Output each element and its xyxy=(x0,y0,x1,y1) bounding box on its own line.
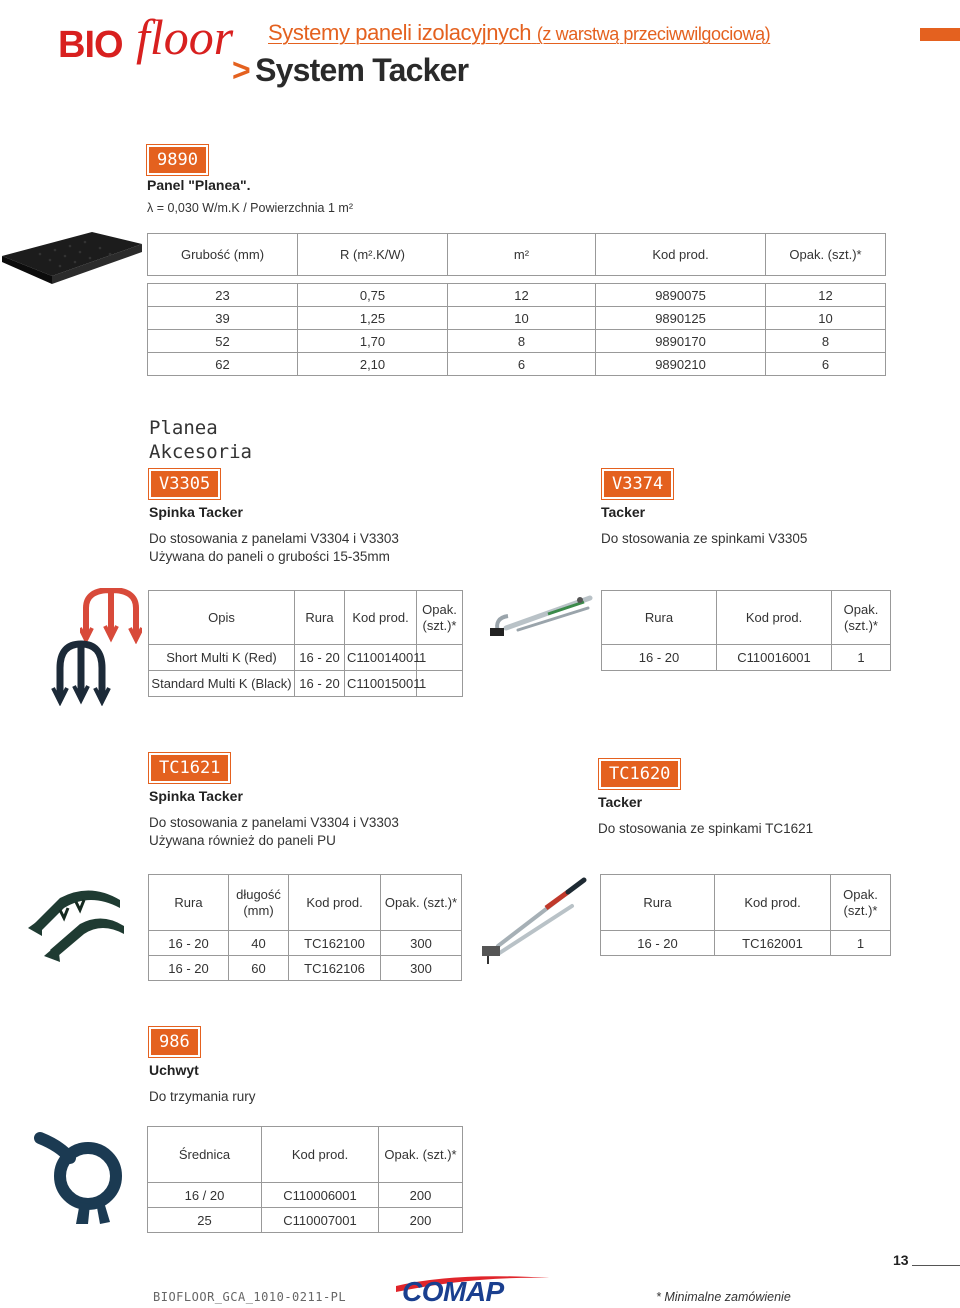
table-cell: 16 - 20 xyxy=(295,671,345,697)
table-cell: 9890210 xyxy=(596,353,766,376)
table-cell: 10 xyxy=(766,307,886,330)
col-header: m² xyxy=(448,234,596,276)
footer-doc-code: BIOFLOOR_GCA_1010-0211-PL xyxy=(153,1290,347,1304)
table-cell: 0,75 xyxy=(298,284,448,307)
table-cell: C110016001 xyxy=(717,645,832,671)
table-row xyxy=(148,1208,463,1233)
col-header: Kod prod. xyxy=(289,875,381,931)
table-row xyxy=(149,671,463,697)
col-header: Opak. (szt.)* xyxy=(379,1127,463,1183)
table-cell: 12 xyxy=(448,284,596,307)
table-row xyxy=(601,931,891,956)
code-badge-v3305: V3305 xyxy=(151,471,218,497)
col-header: Opak. (szt.)* xyxy=(417,591,463,645)
table-v3305 xyxy=(148,590,463,697)
table-row xyxy=(149,956,462,981)
table-cell: Short Multi K (Red) xyxy=(149,645,295,671)
table-cell: Standard Multi K (Black) xyxy=(149,671,295,697)
logo-floor-text: floor xyxy=(136,9,234,65)
code-badge-v3374: V3374 xyxy=(604,471,671,497)
product-name-9890: Panel "Planea". xyxy=(147,177,251,193)
red-clip-image xyxy=(80,588,142,644)
table-cell: 9890075 xyxy=(596,284,766,307)
table-cell: 16 / 20 xyxy=(148,1183,262,1208)
table-cell: 8 xyxy=(766,330,886,353)
orange-corner-tab xyxy=(920,28,960,41)
table-cell: 1 xyxy=(417,671,463,697)
table-row xyxy=(148,284,886,307)
code-badge-9890: 9890 xyxy=(149,147,206,173)
subtitle-main: Systemy paneli izolacyjnych xyxy=(268,20,532,45)
table-v3374 xyxy=(601,590,891,671)
table-cell: 300 xyxy=(381,956,462,981)
table-row xyxy=(148,307,886,330)
table-cell: 16 - 20 xyxy=(295,645,345,671)
table-cell: 52 xyxy=(148,330,298,353)
table-cell: 16 - 20 xyxy=(602,645,717,671)
accessories-line2: Akcesoria xyxy=(149,441,252,463)
col-header: Opis xyxy=(149,591,295,645)
product-desc-tc1620: Do stosowania ze spinkami TC1621 xyxy=(598,821,814,836)
product-name-v3305: Spinka Tacker xyxy=(149,504,243,520)
table-cell: TC162106 xyxy=(289,956,381,981)
table-cell: 60 xyxy=(229,956,289,981)
table-cell: 25 xyxy=(148,1208,262,1233)
table-tc1620 xyxy=(600,874,891,956)
accessories-line1: Planea xyxy=(149,417,218,439)
product-name-tc1620: Tacker xyxy=(598,794,643,810)
tacker-tool-image xyxy=(488,588,598,644)
col-header: Średnica xyxy=(148,1127,262,1183)
table-cell: 8 xyxy=(448,330,596,353)
footer-min-order-note: * Minimalne zamówienie xyxy=(656,1290,791,1304)
table-row xyxy=(148,353,886,376)
col-header: Rura xyxy=(601,875,715,931)
table-cell: 16 - 20 xyxy=(149,931,229,956)
page-number-rule xyxy=(912,1265,960,1266)
table-cell: C110014001 xyxy=(345,645,417,671)
black-clip-image xyxy=(50,640,112,706)
table-row xyxy=(148,1183,463,1208)
product-name-tc1621: Spinka Tacker xyxy=(149,788,243,804)
table-cell: C110006001 xyxy=(262,1183,379,1208)
table-row xyxy=(602,645,891,671)
col-header: Opak. (szt.)* xyxy=(832,591,891,645)
table-cell: 1 xyxy=(417,645,463,671)
table-cell: 9890170 xyxy=(596,330,766,353)
product-desc-tc1621-2: Używana również do paneli PU xyxy=(149,833,336,848)
table-cell: 1 xyxy=(832,645,891,671)
table-9890 xyxy=(147,233,886,376)
header-subtitle xyxy=(268,20,770,46)
page-title xyxy=(232,52,468,89)
col-header: Opak. (szt.)* xyxy=(766,234,886,276)
table-cell: 23 xyxy=(148,284,298,307)
table-cell: C110015001 xyxy=(345,671,417,697)
product-desc-v3305-1: Do stosowania z panelami V3304 i V3303 xyxy=(149,531,399,546)
table-cell: 16 - 20 xyxy=(601,931,715,956)
tacker-staple-image xyxy=(20,878,130,968)
table-986 xyxy=(147,1126,463,1233)
comap-logo-text: COMAP xyxy=(402,1276,504,1307)
page-number: 13 xyxy=(893,1252,909,1268)
table-cell: 200 xyxy=(379,1183,463,1208)
product-name-v3374: Tacker xyxy=(601,504,646,520)
table-cell: 6 xyxy=(766,353,886,376)
table-cell: 6 xyxy=(448,353,596,376)
table-tc1621 xyxy=(148,874,462,981)
col-header: Rura xyxy=(149,875,229,931)
table-cell: TC162001 xyxy=(715,931,831,956)
table-cell: 12 xyxy=(766,284,886,307)
planea-panel-image xyxy=(0,228,150,288)
col-header: Opak. (szt.)* xyxy=(381,875,462,931)
col-header: Rura xyxy=(295,591,345,645)
logo-bio-text: BIO xyxy=(58,24,123,66)
biofloor-logo xyxy=(58,4,238,80)
col-header: R (m².K/W) xyxy=(298,234,448,276)
table-cell: 2,10 xyxy=(298,353,448,376)
accessories-title xyxy=(149,416,252,464)
code-badge-986: 986 xyxy=(151,1029,198,1055)
product-desc-v3305-2: Używana do paneli o grubości 15-35mm xyxy=(149,549,390,564)
code-badge-tc1621: TC1621 xyxy=(151,755,228,781)
subtitle-paren: (z warstwą przeciwwilgociową) xyxy=(536,24,771,44)
table-cell: 16 - 20 xyxy=(149,956,229,981)
table-cell: C110007001 xyxy=(262,1208,379,1233)
table-cell: 1,70 xyxy=(298,330,448,353)
col-header: długość (mm) xyxy=(229,875,289,931)
product-name-986: Uchwyt xyxy=(149,1062,199,1078)
table-cell: 1,25 xyxy=(298,307,448,330)
table-cell: 39 xyxy=(148,307,298,330)
table-cell: 200 xyxy=(379,1208,463,1233)
product-desc-v3374: Do stosowania ze spinkami V3305 xyxy=(601,531,808,546)
table-cell: 40 xyxy=(229,931,289,956)
code-badge-tc1620: TC1620 xyxy=(601,761,678,787)
col-header: Kod prod. xyxy=(596,234,766,276)
col-header: Rura xyxy=(602,591,717,645)
table-cell: 62 xyxy=(148,353,298,376)
table-row xyxy=(149,645,463,671)
product-spec-9890: λ = 0,030 W/m.K / Powierzchnia 1 m² xyxy=(147,201,353,215)
title-text: System Tacker xyxy=(255,52,469,88)
table-row xyxy=(148,330,886,353)
col-header: Kod prod. xyxy=(262,1127,379,1183)
col-header: Grubość (mm) xyxy=(148,234,298,276)
tacker-tool-tc1620-image xyxy=(476,876,590,966)
product-desc-986: Do trzymania rury xyxy=(149,1089,256,1104)
product-desc-tc1621-1: Do stosowania z panelami V3304 i V3303 xyxy=(149,815,399,830)
comap-logo xyxy=(394,1272,552,1306)
table-cell: 1 xyxy=(831,931,891,956)
table-cell: 300 xyxy=(381,931,462,956)
table-cell: TC162100 xyxy=(289,931,381,956)
col-header: Kod prod. xyxy=(717,591,832,645)
title-arrow: > xyxy=(232,52,251,88)
col-header: Kod prod. xyxy=(715,875,831,931)
pipe-holder-image xyxy=(30,1124,134,1228)
col-header: Opak. (szt.)* xyxy=(831,875,891,931)
col-header: Kod prod. xyxy=(345,591,417,645)
table-cell: 9890125 xyxy=(596,307,766,330)
table-row xyxy=(149,931,462,956)
table-cell: 10 xyxy=(448,307,596,330)
